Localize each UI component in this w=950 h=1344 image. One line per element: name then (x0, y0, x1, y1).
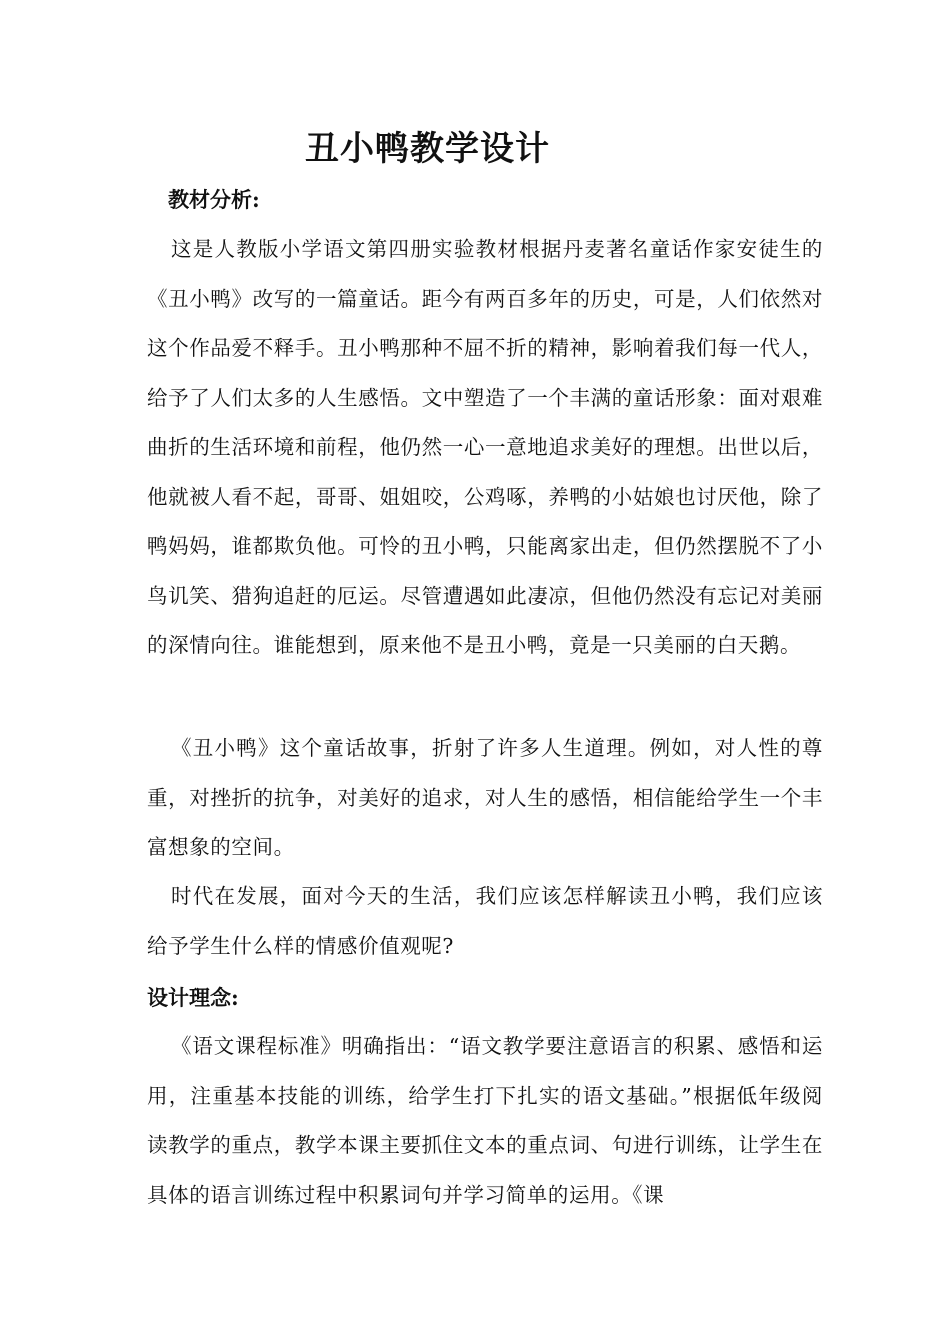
paragraph-textbook-analysis-2: 《丑小鸭》这个童话故事，折射了许多人生道理。例如，对人性的尊重，对挫折的抗争，对美好的追求，对人生的感悟，相信能给学生一个丰富想象的空间。 (147, 736, 823, 859)
section-heading-design-concept: 设计理念: (147, 985, 239, 1010)
paragraph-textbook-analysis-3: 时代在发展，面对今天的生活，我们应该怎样解读丑小鸭，我们应该给予学生什么样的情感价值观呢? (147, 884, 823, 958)
paragraph-design-concept-1: 《语文课程标准》明确指出：“语文教学要注意语言的积累、感悟和运用，注重基本技能的训练，给学生打下扎实的语文基础。”根据低年级阅读教学的重点，教学本课主要抓住文本的重点词、句进行训练，让学生在具体的语言训练过程中积累词句并学习简单的运用。《课 (147, 1034, 823, 1207)
section-heading-textbook-analysis: 教材分析: (168, 187, 260, 212)
paragraph-textbook-analysis-1: 这是人教版小学语文第四册实验教材根据丹麦著名童话作家安徒生的《丑小鸭》改写的一篇童话。距今有两百多年的历史，可是，人们依然对这个作品爱不释手。丑小鸭那种不屈不折的精神，影响着我们每一代人，给予了人们太多的人生感悟。文中塑造了一个丰满的童话形象：面对艰难曲折的生活环境和前程，他仍然一心一意地追求美好的理想。出世以后，他就被人看不起，哥哥、姐姐咬，公鸡啄，养鸭的小姑娘也讨厌他，除了鸭妈妈，谁都欺负他。可怜的丑小鸭，只能离家出走，但仍然摆脱不了小鸟讥笑、猎狗追赶的厄运。尽管遭遇如此凄凉，但他仍然没有忘记对美丽的深情向往。谁能想到，原来他不是丑小鸭，竟是一只美丽的白天鹅。 (147, 237, 823, 657)
document-title: 丑小鸭教学设计 (305, 129, 550, 169)
